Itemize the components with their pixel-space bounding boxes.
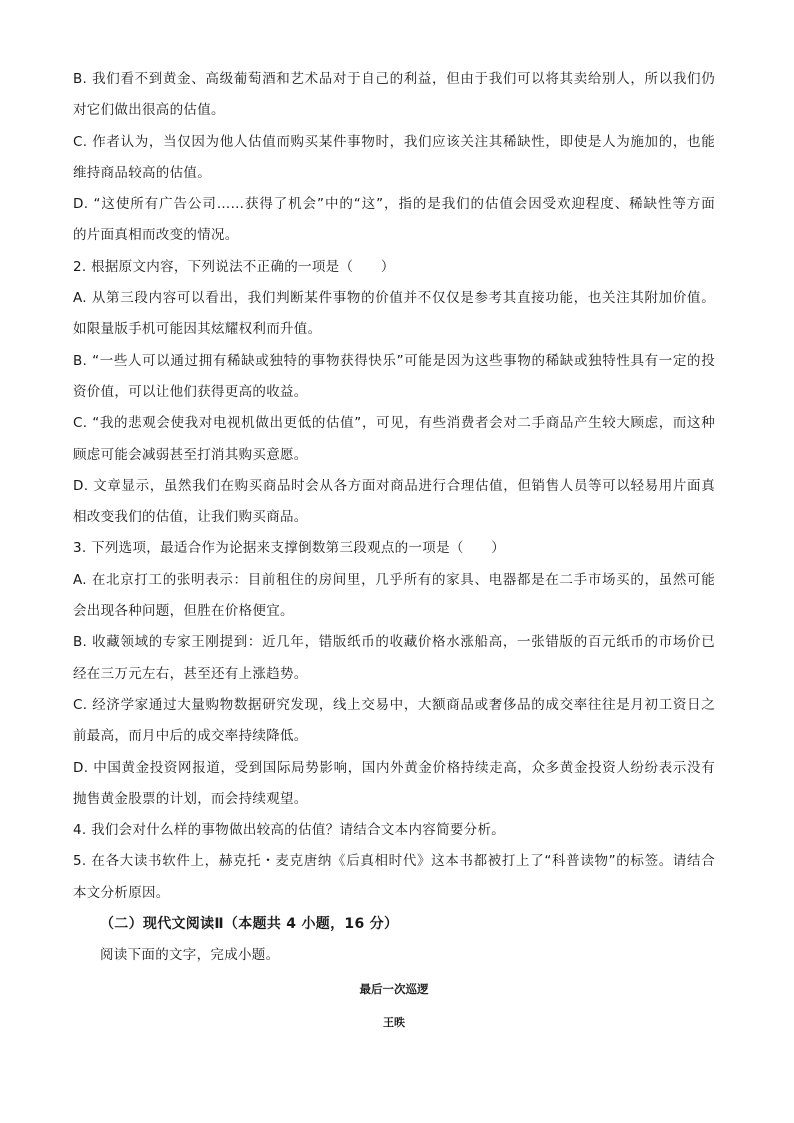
text-line: 相改变我们的估值，让我们购买商品。	[73, 509, 308, 526]
text-line: A. 从第三段内容可以看出，我们判断某件事物的价值并不仅仅是参考其直接功能，也关注其附加价值。	[73, 290, 715, 307]
text-line: 如限量版手机可能因其炫耀权利而升值。	[73, 321, 322, 338]
text-line: C. 经济学家通过大量购物数据研究发现，线上交易中，大额商品或奢侈品的成交率往往是月初工资日之	[73, 696, 715, 713]
text-line: D. 中国黄金投资网报道，受到国际局势影响，国内外黄金价格持续走高，众多黄金投资人纷纷表示没有	[73, 759, 715, 776]
text-line: 会出现各种问题，但胜在价格便宜。	[73, 603, 294, 620]
story-author: 王昳	[383, 1015, 405, 1029]
text-line: 4. 我们会对什么样的事物做出较高的估值？请结合文本内容简要分析。	[73, 822, 506, 839]
text-line: C. 作者认为，当仅因为他人估值而购买某件事物时，我们应该关注其稀缺性，即使是人为施加的，也能	[73, 133, 715, 150]
text-line: 经在三万元左右，甚至还有上涨趋势。	[73, 665, 308, 682]
text-line: 2. 根据原文内容，下列说法不正确的一项是（ ）	[73, 258, 395, 275]
text-line: 顾虑可能会减弱甚至打消其购买意愿。	[73, 446, 308, 463]
text-line: C. “我的悲观会使我对电视机做出更低的估值”，可见，有些消费者会对二手商品产生较大顾虑，而这种	[73, 415, 715, 432]
text-line: D. “这使所有广告公司……获得了机会”中的“这”，指的是我们的估值会因受欢迎程度、稀缺性等方面	[73, 196, 715, 213]
text-line: 对它们做出很高的估值。	[73, 102, 225, 119]
text-line: 的片面真相而改变的情况。	[73, 227, 239, 244]
question-block	[73, 64, 715, 909]
text-line: 本文分析原因。	[73, 884, 170, 901]
story-title: 最后一次巡逻	[359, 981, 429, 996]
text-line: 5. 在各大读书软件上，赫克托・麦克唐纳《后真相时代》这本书都被打上了“科普读物”的标签。请结合	[73, 853, 715, 870]
text-line: B. “一些人可以通过拥有稀缺或独特的事物获得快乐”可能是因为这些事物的稀缺或独特性具有一定的投	[73, 352, 715, 369]
text-line: 维持商品较高的估值。	[73, 164, 211, 181]
reading-instruction: 阅读下面的文字，完成小题。	[100, 947, 280, 964]
text-line: 资价值，可以让他们获得更高的收益。	[73, 383, 308, 400]
text-line: 前最高，而月中后的成交率持续降低。	[73, 728, 308, 745]
text-line: 3. 下列选项，最适合作为论据来支撑倒数第三段观点的一项是（ ）	[73, 540, 506, 557]
section-heading: （二）现代文阅读Ⅱ（本题共 4 小题，16 分）	[100, 916, 399, 933]
text-line: 抛售黄金股票的计划，而会持续观望。	[73, 790, 308, 807]
text-line: A. 在北京打工的张明表示：目前租住的房间里，几乎所有的家具、电器都是在二手市场买的，虽然可能	[73, 571, 715, 588]
text-line: D. 文章显示，虽然我们在购买商品时会从各方面对商品进行合理估值，但销售人员等可以轻易用片面真	[73, 477, 715, 494]
text-line: B. 收藏领域的专家王刚提到：近几年，错版纸币的收藏价格水涨船高，一张错版的百元纸币的市场价已	[73, 634, 715, 651]
text-line: B. 我们看不到黄金、高级葡萄酒和艺术品对于自己的利益，但由于我们可以将其卖给别人，所以我们仍	[73, 71, 715, 87]
